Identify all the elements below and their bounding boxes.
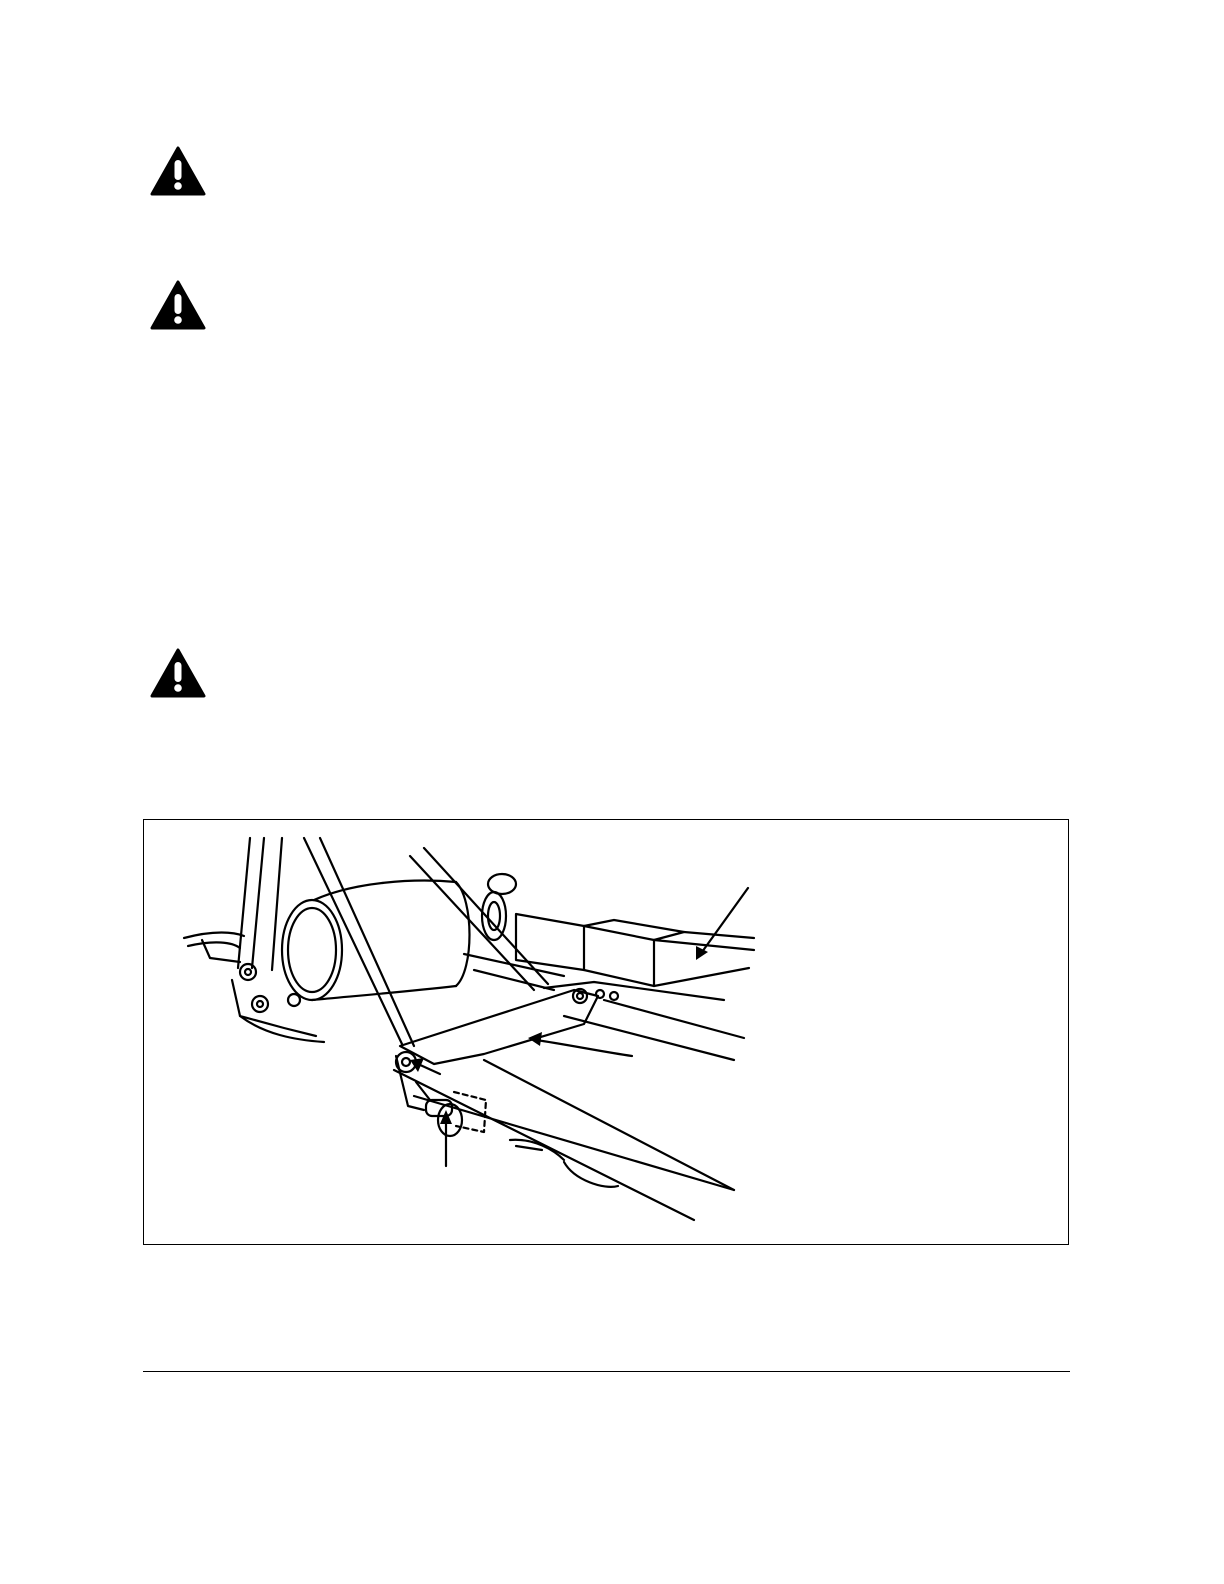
warning-triangle-icon xyxy=(150,280,206,330)
footer-rule xyxy=(143,1371,1070,1372)
figure-frame xyxy=(143,819,1069,1245)
warning-triangle-icon xyxy=(150,146,206,196)
warning-triangle-icon xyxy=(150,648,206,698)
mower-deck-hitch-illustration xyxy=(144,820,1069,1245)
